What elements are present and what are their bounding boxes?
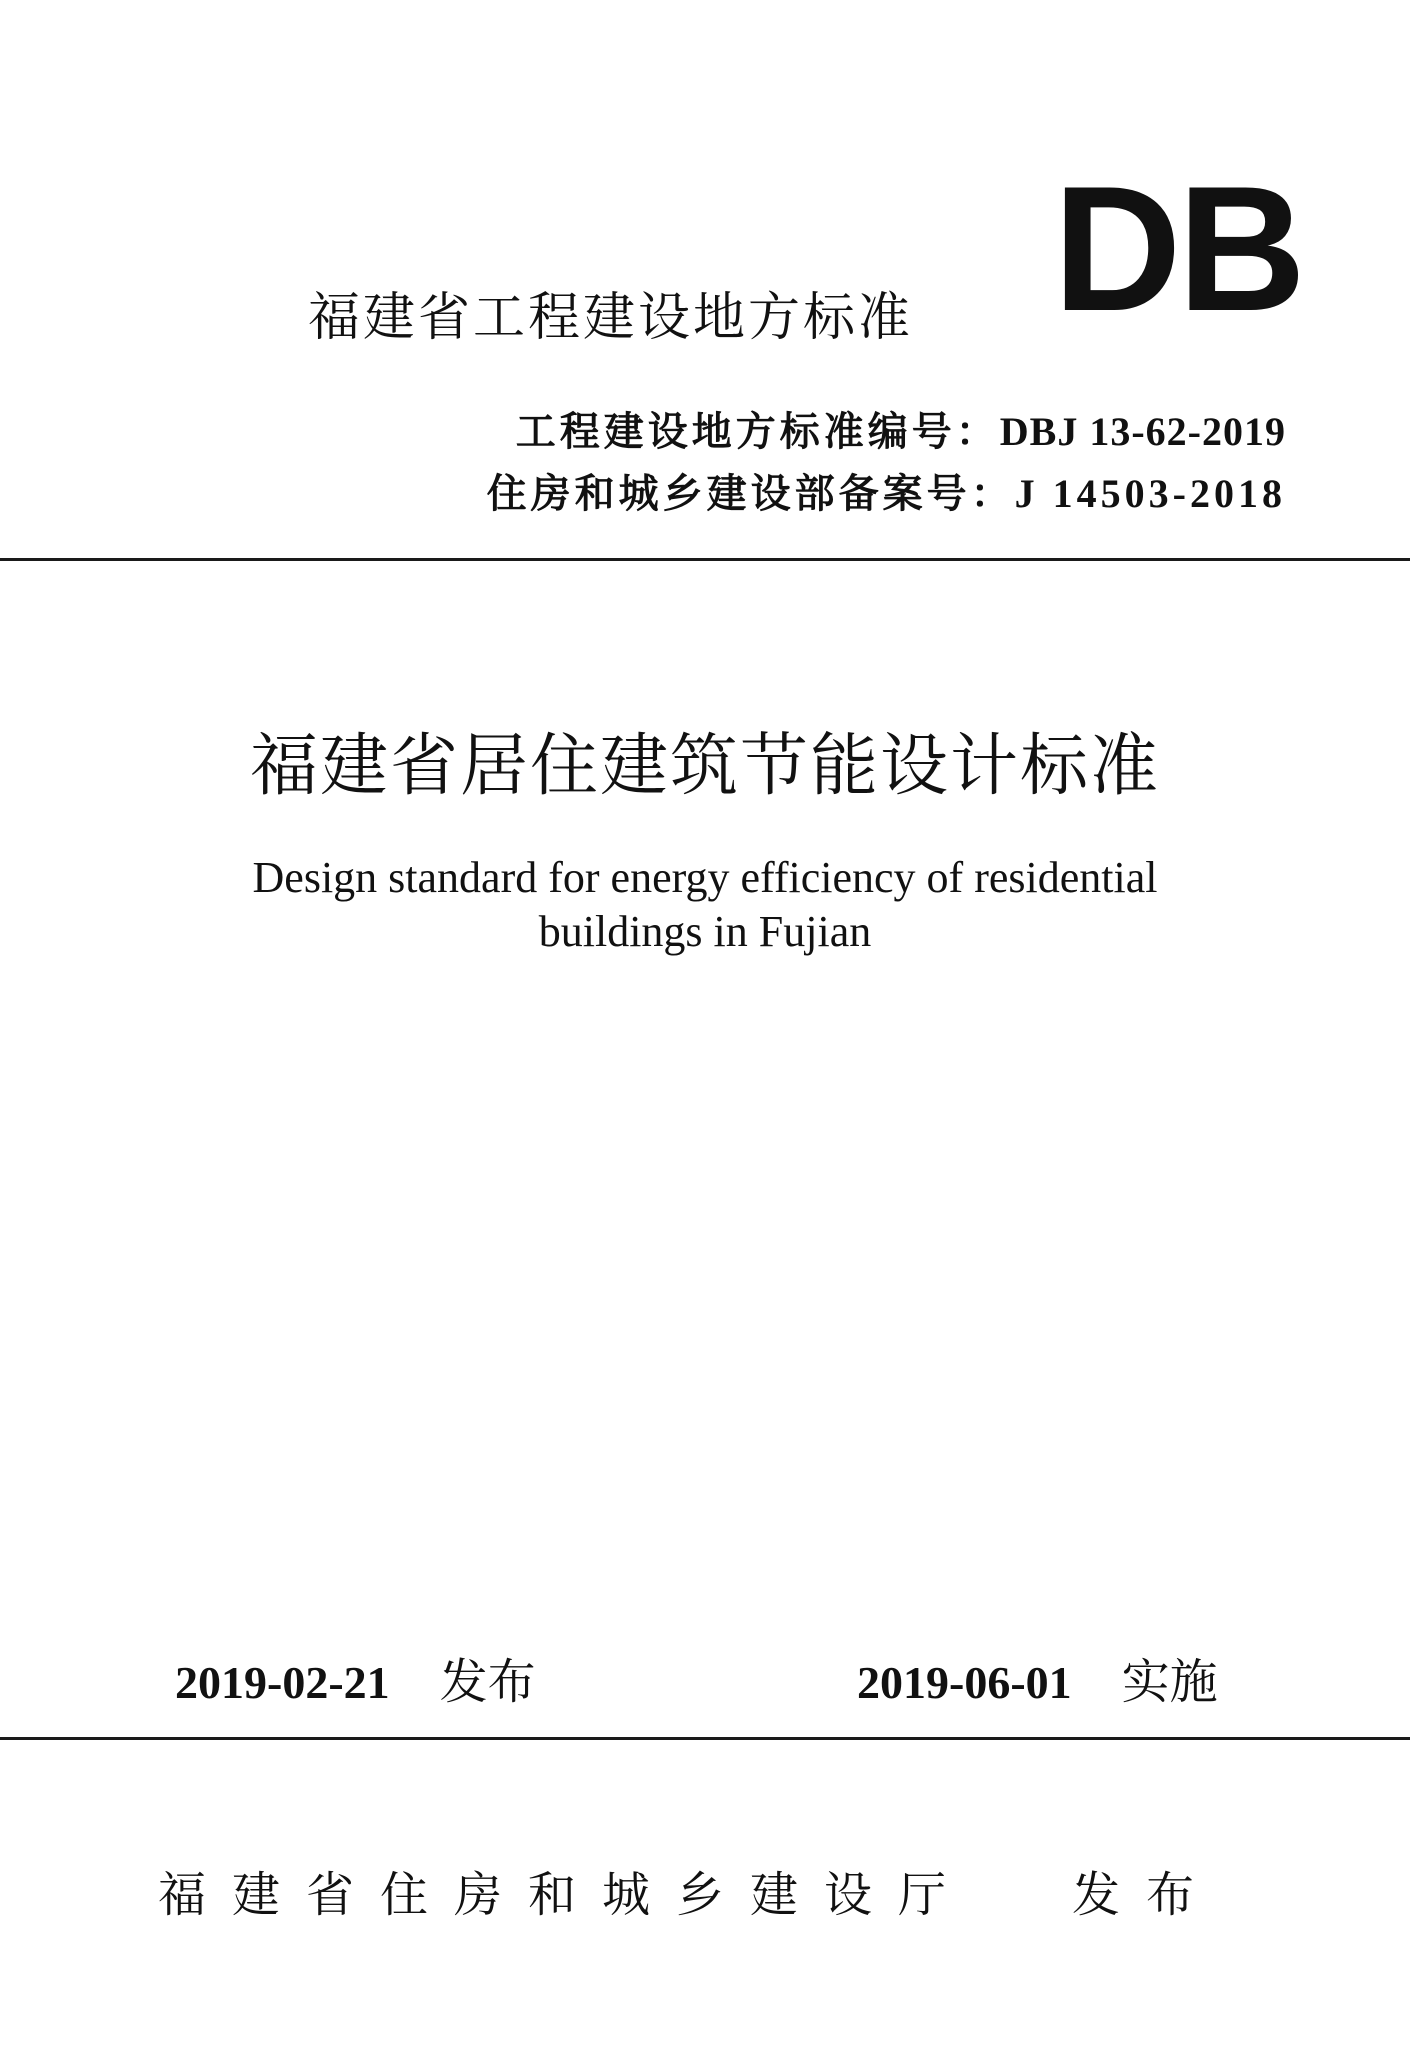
bottom-divider: [0, 1737, 1410, 1740]
top-divider: [0, 558, 1410, 561]
record-number-line: [487, 470, 1286, 518]
standard-category: 福建省工程建设地方标准: [308, 288, 914, 348]
issue-date: 2019-02-21: [175, 1657, 390, 1708]
publisher-action: 发布: [1072, 1867, 1221, 1923]
implementation-label: 实施: [1121, 1654, 1218, 1710]
implementation-date-block: [857, 1643, 1218, 1712]
issue-date-block: [175, 1643, 536, 1712]
db-mark: DB: [1053, 149, 1303, 348]
record-number-value: J 14503-2018: [1014, 471, 1286, 516]
publisher-line: [158, 1856, 1220, 1925]
standard-number-value: DBJ 13-62-2019: [999, 409, 1286, 454]
title-chinese: 福建省居住建筑节能设计标准: [249, 727, 1160, 806]
issue-label: 发布: [439, 1654, 536, 1710]
publisher-name: 福建省住房和城乡建设厅: [158, 1867, 973, 1923]
title-english-line-1: Design standard for energy efficiency of residential: [252, 853, 1158, 902]
standard-number-label: 工程建设地方标准编号：: [515, 409, 1000, 455]
standard-number-line: [516, 408, 1286, 456]
record-number-label: 住房和城乡建设部备案号：: [486, 471, 1015, 517]
implementation-date: 2019-06-01: [857, 1657, 1072, 1708]
title-english-line-2: buildings in Fujian: [538, 907, 872, 956]
